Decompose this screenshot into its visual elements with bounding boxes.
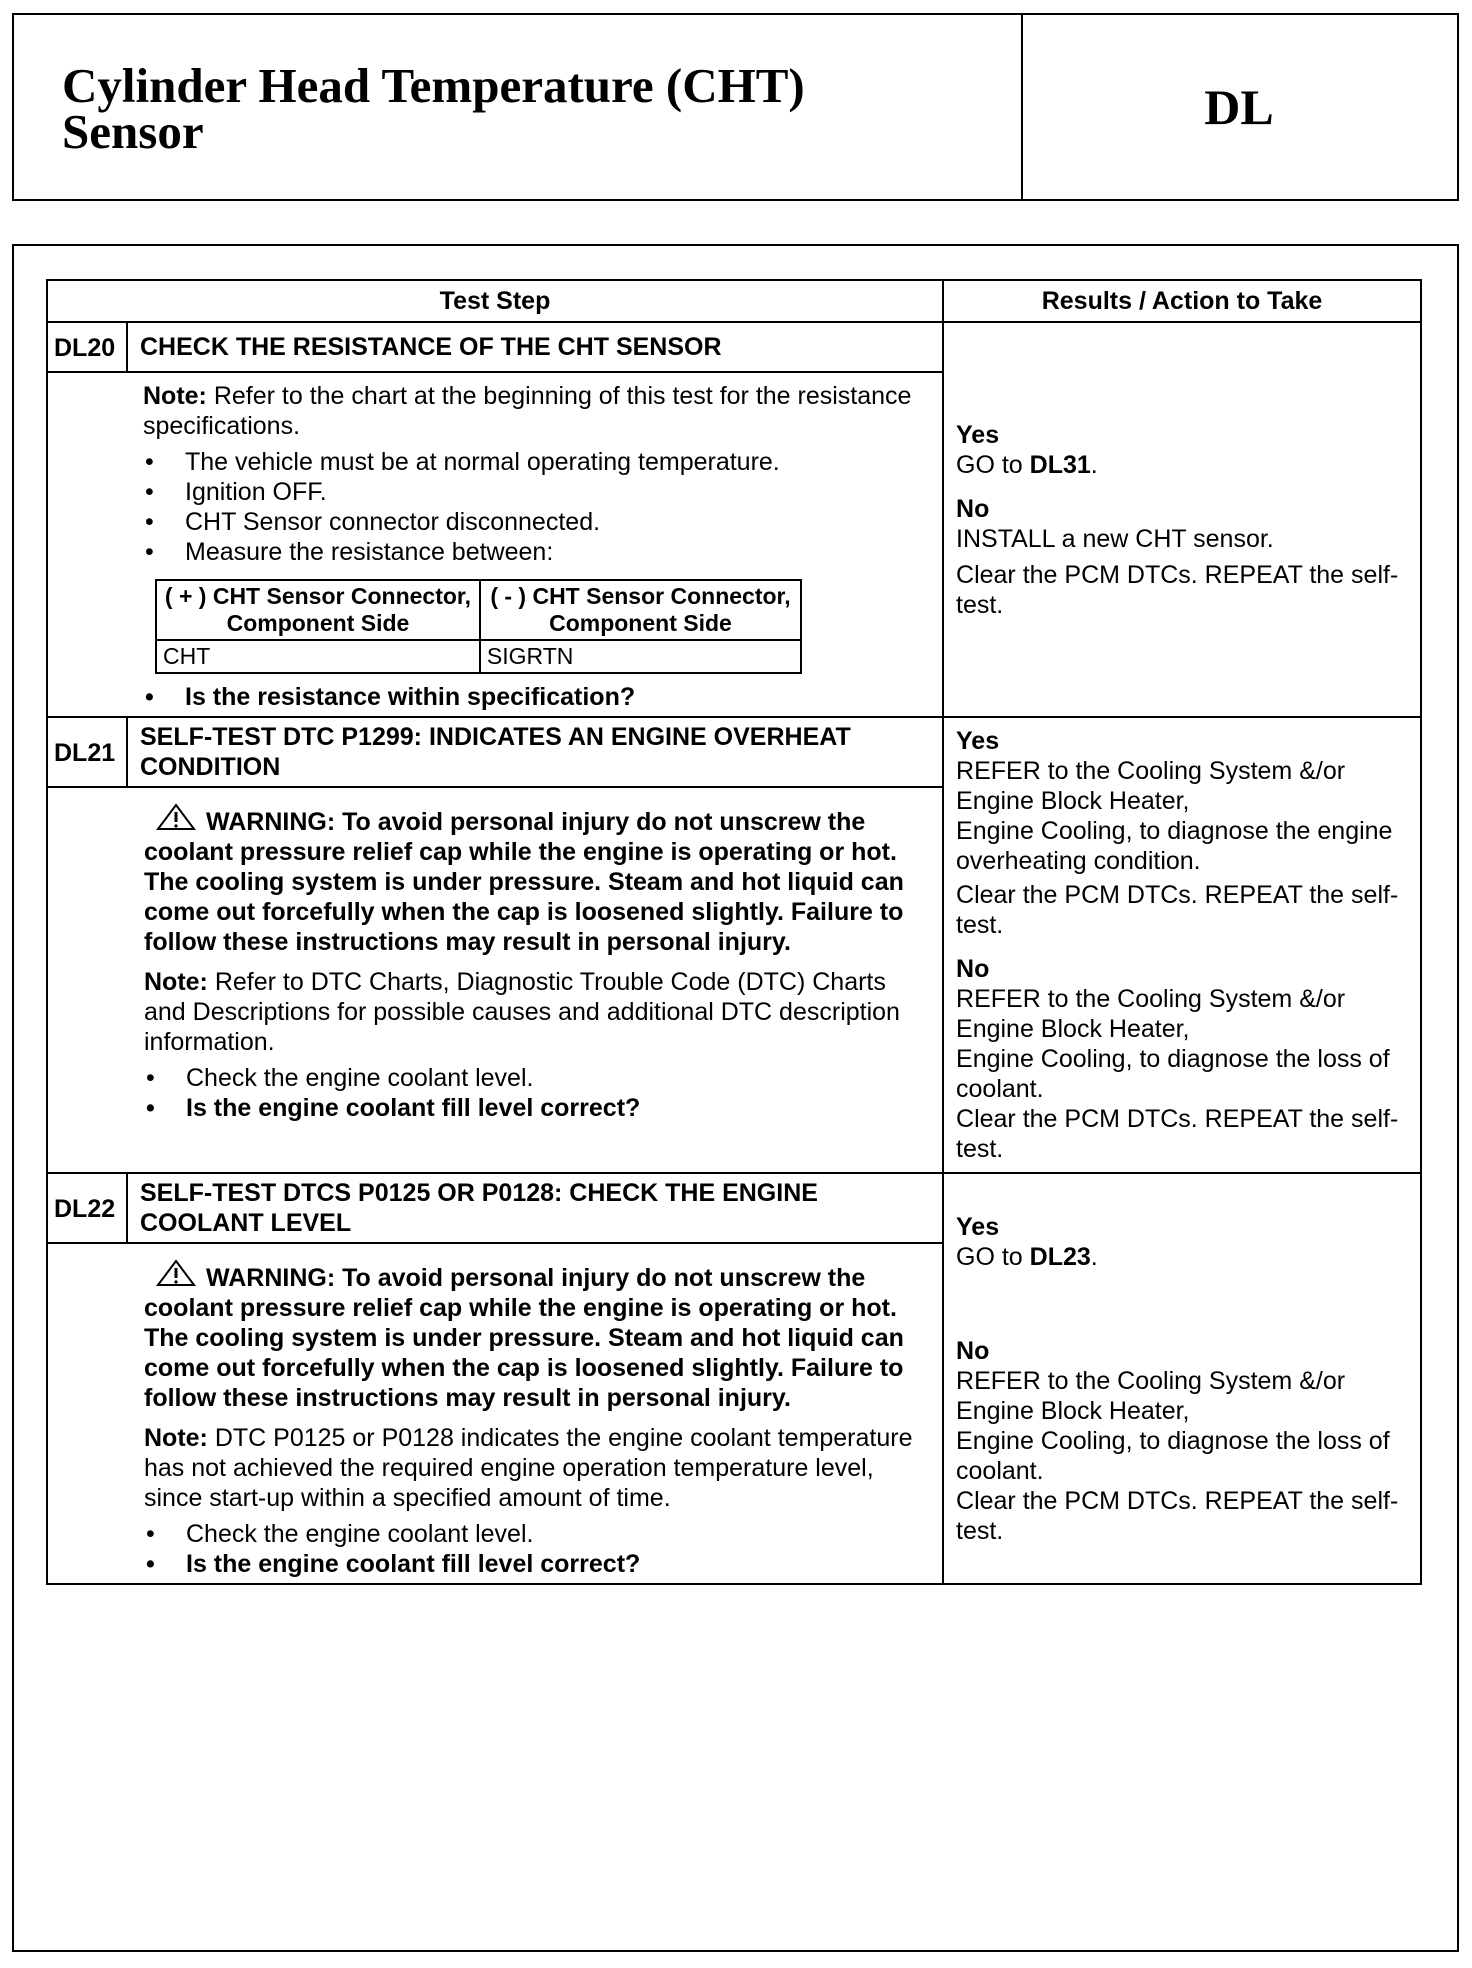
step-title-dl21: SELF-TEST DTC P1299: INDICATES AN ENGINE OVERHEAT CONDITION: [127, 717, 943, 787]
yes-action: GO to DL31.: [956, 450, 1098, 479]
no-label: No: [956, 494, 990, 523]
title-line-2: Sensor: [62, 104, 204, 159]
conn-minus-value: SIGRTN: [480, 640, 801, 673]
note-dl22: Note: DTC P0125 or P0128 indicates the engine coolant temperature has not achieved the required engine operation temperature level, since start-up within a specified amount of time.: [144, 1424, 913, 1512]
yes-action-line: REFER to the Cooling System &/or Engine Block Heater,: [956, 757, 1346, 815]
link-dl23[interactable]: DL23: [1029, 1242, 1091, 1271]
list-item: • Ignition OFF.: [143, 477, 920, 507]
yes-label: Yes: [956, 420, 1000, 449]
no-action-line: Clear the PCM DTCs. REPEAT the self-test.: [956, 560, 1399, 619]
no-action-line: Clear the PCM DTCs. REPEAT the self-test.: [956, 1105, 1399, 1163]
step-id-dl21: DL21: [47, 717, 127, 787]
list-item: • The vehicle must be at normal operating temperature.: [143, 447, 920, 477]
step-title-dl20: CHECK THE RESISTANCE OF THE CHT SENSOR: [127, 322, 943, 372]
warning-dl21: WARNING: To avoid personal injury do not unscrew the coolant pressure relief cap while the engine is operating or hot. The cooling system is under pressure. Steam and hot liquid can come out forcefully when the cap is loosened slightly. Failure to follow these instructions may result in personal injury.: [144, 802, 920, 957]
connector-table: [155, 579, 802, 674]
bullet-list-dl21: [144, 1063, 920, 1123]
question-dl20: • Is the resistance within specification?: [143, 682, 920, 712]
question-dl22: • Is the engine coolant fill level correct?: [144, 1549, 920, 1579]
step-body-dl21: [47, 787, 943, 1173]
table-header-row: [47, 280, 1421, 322]
bullet-list-dl20: [143, 447, 920, 567]
result-dl21: [943, 717, 1421, 1173]
question-dl21: • Is the engine coolant fill level correct?: [144, 1093, 920, 1123]
yes-action-line: Clear the PCM DTCs. REPEAT the self-test.: [956, 881, 1399, 939]
result-dl20: [943, 322, 1421, 717]
title-line-1: Cylinder Head Temperature (CHT): [62, 58, 805, 113]
conn-plus-value: CHT: [156, 640, 480, 673]
no-action-line: Engine Cooling, to diagnose the loss of coolant.: [956, 1045, 1390, 1103]
no-action-line: REFER to the Cooling System &/or Engine Block Heater,: [956, 985, 1346, 1043]
note-dl21: Note: Refer to DTC Charts, Diagnostic Trouble Code (DTC) Charts and Descriptions for possible causes and additional DTC description information.: [144, 968, 900, 1056]
link-dl31[interactable]: DL31: [1029, 450, 1091, 479]
yes-label: Yes: [956, 1212, 1000, 1241]
yes-label: Yes: [956, 727, 1000, 755]
step-id-dl22: DL22: [47, 1173, 127, 1243]
yes-action-line: Engine Cooling, to diagnose the engine overheating condition.: [956, 817, 1393, 875]
bullet-list-dl22: [144, 1519, 920, 1579]
step-body-dl20: [127, 372, 943, 717]
result-dl22: [943, 1173, 1421, 1584]
page-header: [12, 13, 1459, 201]
conn-header-plus: ( + ) CHT Sensor Connector, Component Side: [156, 580, 480, 640]
list-item: • CHT Sensor connector disconnected.: [143, 507, 920, 537]
section-code: DL: [1204, 79, 1274, 135]
step-row-dl21: [47, 717, 1421, 787]
results-header: Results / Action to Take: [943, 280, 1421, 322]
yes-action: GO to DL23.: [956, 1242, 1098, 1271]
step-row-dl22: [47, 1173, 1421, 1243]
warning-triangle-icon: [156, 1258, 196, 1288]
test-step-table: [46, 279, 1422, 1585]
test-step-header: Test Step: [47, 280, 943, 322]
no-action-line: REFER to the Cooling System &/or Engine Block Heater,: [956, 1366, 1346, 1425]
list-item: • Check the engine coolant level.: [144, 1519, 920, 1549]
note-dl20: Note: Refer to the chart at the beginning of this test for the resistance specifications.: [143, 382, 912, 440]
step-body-dl22: [47, 1243, 943, 1584]
step-title-dl22: SELF-TEST DTCS P0125 OR P0128: CHECK THE ENGINE COOLANT LEVEL: [127, 1173, 943, 1243]
no-action-line: Clear the PCM DTCs. REPEAT the self-test.: [956, 1486, 1399, 1545]
no-action-line: INSTALL a new CHT sensor.: [956, 524, 1274, 553]
list-item: • Measure the resistance between:: [143, 537, 920, 567]
step-id-dl20: DL20: [47, 322, 127, 372]
warning-triangle-icon: [156, 802, 196, 832]
conn-header-minus: ( - ) CHT Sensor Connector, Component Side: [480, 580, 801, 640]
no-action-line: Engine Cooling, to diagnose the loss of coolant.: [956, 1426, 1390, 1485]
no-label: No: [956, 955, 990, 983]
page-title: [62, 58, 805, 159]
warning-dl22: WARNING: To avoid personal injury do not unscrew the coolant pressure relief cap while the engine is operating or hot. The cooling system is under pressure. Steam and hot liquid can come out forcefully when the cap is loosened slightly. Failure to follow these instructions may result in personal injury.: [144, 1258, 920, 1413]
step-row-dl20: [47, 322, 1421, 372]
list-item: • Check the engine coolant level.: [144, 1063, 920, 1093]
no-label: No: [956, 1336, 990, 1365]
